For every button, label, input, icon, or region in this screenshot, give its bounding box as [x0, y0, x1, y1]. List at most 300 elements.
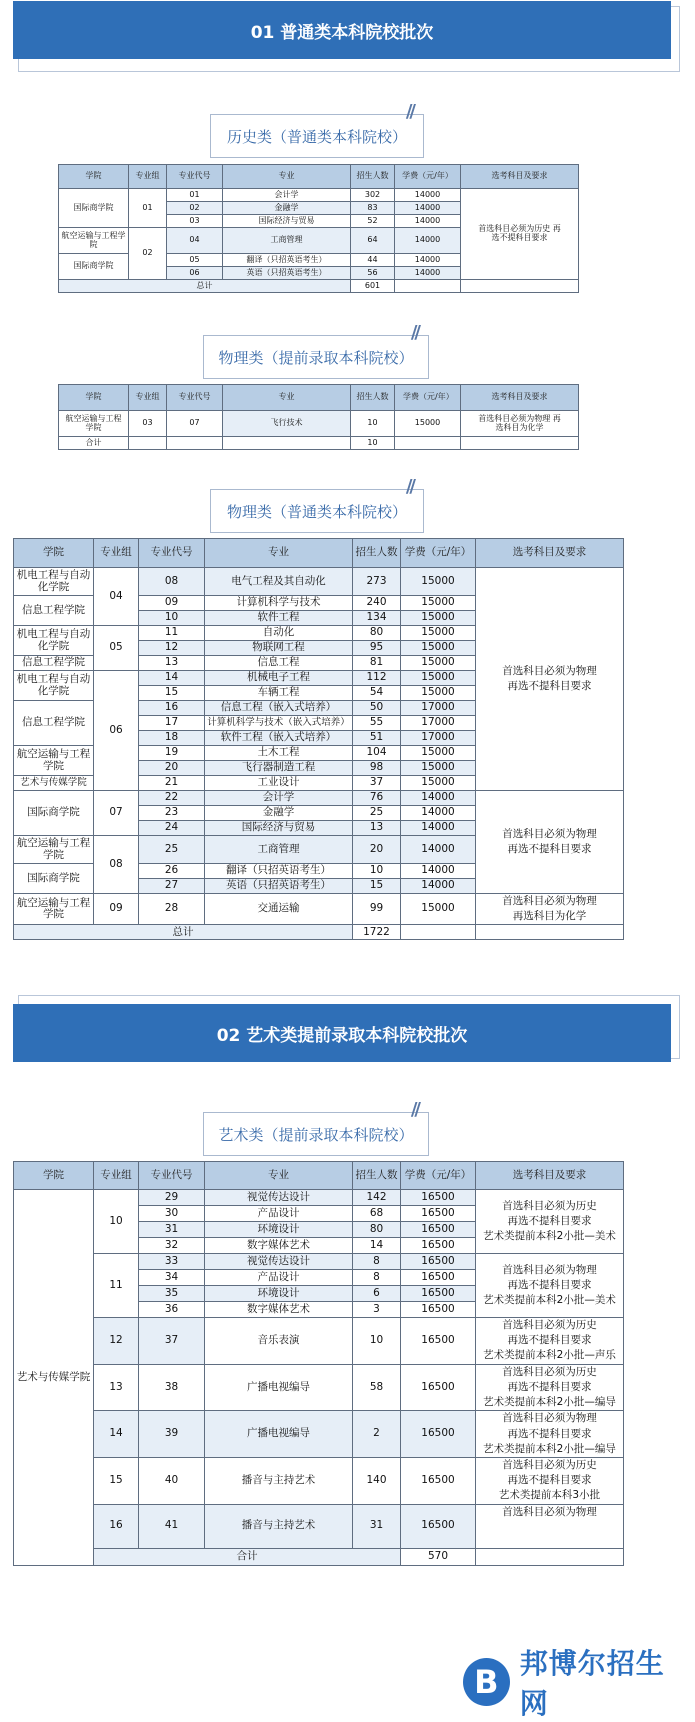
code-cell: 29: [139, 1190, 205, 1206]
requirement-cell: 首选科目必须为物理 再选科目为化学: [461, 411, 579, 437]
code-cell: 06: [167, 267, 223, 280]
code-cell: 07: [167, 411, 223, 437]
major-cell: 广播电视编导: [205, 1411, 353, 1458]
requirement-line: 首选科目必须为历史: [502, 1458, 597, 1471]
requirement-line: 艺术类提前本科3小批: [498, 1489, 601, 1502]
group-cell: 12: [94, 1318, 139, 1365]
count-cell: 80: [353, 1222, 401, 1238]
total-row: [14, 1548, 624, 1565]
group-cell: 08: [94, 836, 139, 894]
table-row: [14, 1190, 624, 1206]
requirement-cell: [476, 1254, 624, 1318]
major-cell: 物联网工程: [205, 641, 353, 656]
total-label: 合计: [59, 437, 129, 450]
table-row: [14, 1318, 624, 1365]
code-cell: 35: [139, 1286, 205, 1302]
requirement-cell: 首选科目必须为历史 再选不提科目要求: [461, 189, 579, 280]
code-cell: 17: [139, 716, 205, 731]
fee-cell: 16500: [401, 1364, 476, 1411]
header-college: 学院: [59, 385, 129, 411]
fee-cell: 15000: [401, 761, 476, 776]
major-cell: 国际经济与贸易: [205, 821, 353, 836]
requirement-line: 首选科目必须为历史: [502, 1365, 597, 1378]
fee-cell: 14000: [395, 215, 461, 228]
major-cell: 视觉传达设计: [205, 1190, 353, 1206]
code-cell: 28: [139, 894, 205, 925]
category-physics-normal-label: 物理类（普通类本科院校）: [226, 502, 407, 521]
total-label: 总计: [59, 280, 351, 293]
major-cell: 工业设计: [205, 776, 353, 791]
group-cell: 09: [94, 894, 139, 925]
table-physics-early: [58, 384, 579, 450]
fee-cell: 16500: [401, 1206, 476, 1222]
count-cell: 13: [353, 821, 401, 836]
header-requirement: 选考科目及要求: [461, 385, 579, 411]
table-row: [14, 1457, 624, 1504]
count-cell: 83: [351, 202, 395, 215]
group-cell: 01: [129, 189, 167, 228]
requirement-line: 首选科目必须为物理: [502, 1263, 597, 1276]
major-cell: 英语（只招英语考生）: [205, 879, 353, 894]
count-cell: 142: [353, 1190, 401, 1206]
fee-cell: 14000: [401, 821, 476, 836]
count-cell: 25: [353, 806, 401, 821]
count-cell: 112: [353, 671, 401, 686]
brand-name: 邦博尔招生网: [519, 1647, 665, 1720]
college-cell: 艺术与传媒学院: [14, 776, 94, 791]
major-cell: 翻译（只招英语考生）: [223, 254, 351, 267]
slash-deco-icon: //: [410, 1099, 418, 1120]
major-cell: 音乐表演: [205, 1318, 353, 1365]
fee-cell: 16500: [401, 1411, 476, 1458]
requirement-cell: 首选科目必须为物理 再选不提科目要求: [476, 568, 624, 791]
code-cell: 21: [139, 776, 205, 791]
college-cell: 信息工程学院: [14, 656, 94, 671]
code-cell: 41: [139, 1504, 205, 1548]
count-cell: 80: [353, 626, 401, 641]
requirement-cell: [476, 1457, 624, 1504]
table-row: [14, 1504, 624, 1548]
fee-cell: 16500: [401, 1270, 476, 1286]
count-cell: 140: [353, 1457, 401, 1504]
table-row: [14, 1254, 624, 1270]
count-cell: 37: [353, 776, 401, 791]
header-major: 专业: [205, 539, 353, 568]
major-cell: 播音与主持艺术: [205, 1504, 353, 1548]
table-art: [13, 1161, 624, 1566]
table-row: [14, 1364, 624, 1411]
fee-cell: 17000: [401, 731, 476, 746]
count-cell: 10: [353, 864, 401, 879]
code-cell: 10: [139, 611, 205, 626]
fee-cell: 15000: [401, 596, 476, 611]
major-cell: 数字媒体艺术: [205, 1302, 353, 1318]
count-cell: 8: [353, 1254, 401, 1270]
requirement-line: 艺术类提前本科2小批—编导: [483, 1396, 616, 1409]
code-cell: 27: [139, 879, 205, 894]
code-cell: 18: [139, 731, 205, 746]
major-cell: 信息工程: [205, 656, 353, 671]
major-cell: 车辆工程: [205, 686, 353, 701]
count-cell: 8: [353, 1270, 401, 1286]
requirement-line: 再选不提科目要求: [507, 1278, 592, 1291]
total-label: 总计: [14, 925, 353, 940]
requirement-line: 再选不提科目要求: [507, 1380, 592, 1393]
total-value: 570: [401, 1548, 476, 1565]
fee-cell: 16500: [401, 1302, 476, 1318]
count-cell: 10: [353, 1318, 401, 1365]
requirement-cell: [476, 1318, 624, 1365]
header-college: 学院: [59, 165, 129, 189]
header-requirement: 选考科目及要求: [476, 1162, 624, 1190]
fee-cell: 15000: [401, 686, 476, 701]
count-cell: 134: [353, 611, 401, 626]
count-cell: 240: [353, 596, 401, 611]
header-fee: 学费（元/年）: [401, 539, 476, 568]
fee-cell: 16500: [401, 1318, 476, 1365]
count-cell: 52: [351, 215, 395, 228]
code-cell: 38: [139, 1364, 205, 1411]
section-title-01: 01 普通类本科院校批次: [13, 1, 671, 59]
college-cell: 机电工程与自动化学院: [14, 568, 94, 596]
code-cell: 39: [139, 1411, 205, 1458]
requirement-cell: [476, 1364, 624, 1411]
code-cell: 02: [167, 202, 223, 215]
major-cell: 金融学: [205, 806, 353, 821]
count-cell: 98: [353, 761, 401, 776]
category-art-label: 艺术类（提前录取本科院校）: [218, 1125, 414, 1144]
fee-cell: 15000: [401, 656, 476, 671]
header-requirement: 选考科目及要求: [476, 539, 624, 568]
code-cell: 03: [167, 215, 223, 228]
fee-cell: 14000: [395, 189, 461, 202]
code-cell: 25: [139, 836, 205, 864]
major-cell: 会计学: [223, 189, 351, 202]
code-cell: 33: [139, 1254, 205, 1270]
major-cell: 电气工程及其自动化: [205, 568, 353, 596]
code-cell: 05: [167, 254, 223, 267]
code-cell: 11: [139, 626, 205, 641]
fee-cell: 15000: [401, 641, 476, 656]
group-cell: 16: [94, 1504, 139, 1548]
major-cell: 信息工程（嵌入式培养）: [205, 701, 353, 716]
slash-deco-icon: //: [410, 322, 418, 343]
header-count: 招生人数: [351, 165, 395, 189]
code-cell: 09: [139, 596, 205, 611]
major-cell: 计算机科学与技术（嵌入式培养）: [205, 716, 353, 731]
major-cell: 会计学: [205, 791, 353, 806]
fee-cell: 16500: [401, 1254, 476, 1270]
section-title-02: 02 艺术类提前录取本科院校批次: [13, 1004, 671, 1062]
count-cell: 44: [351, 254, 395, 267]
count-cell: 56: [351, 267, 395, 280]
code-cell: 19: [139, 746, 205, 761]
fee-cell: 16500: [401, 1190, 476, 1206]
major-cell: 英语（只招英语考生）: [223, 267, 351, 280]
major-cell: 交通运输: [205, 894, 353, 925]
major-cell: 飞行技术: [223, 411, 351, 437]
fee-cell: 15000: [401, 894, 476, 925]
code-cell: 08: [139, 568, 205, 596]
header-count: 招生人数: [353, 539, 401, 568]
major-cell: 工商管理: [223, 228, 351, 254]
total-value: 1722: [353, 925, 401, 940]
college-cell: 信息工程学院: [14, 596, 94, 626]
code-cell: 16: [139, 701, 205, 716]
count-cell: 54: [353, 686, 401, 701]
college-cell: 航空运输与工程学院: [14, 836, 94, 864]
requirement-line: 再选不提科目要求: [507, 1427, 592, 1440]
college-cell: 航空运输与工程学院: [14, 746, 94, 776]
requirement-line: 首选科目必须为物理: [502, 1412, 597, 1425]
major-cell: 广播电视编导: [205, 1364, 353, 1411]
major-cell: 飞行器制造工程: [205, 761, 353, 776]
code-cell: 26: [139, 864, 205, 879]
code-cell: 22: [139, 791, 205, 806]
major-cell: 数字媒体艺术: [205, 1238, 353, 1254]
header-code: 专业代号: [167, 165, 223, 189]
group-cell: 04: [94, 568, 139, 626]
code-cell: 23: [139, 806, 205, 821]
requirement-cell: [476, 1504, 624, 1548]
watermark: [457, 1647, 689, 1720]
fee-cell: 16500: [401, 1222, 476, 1238]
group-cell: 05: [94, 626, 139, 671]
fee-cell: 15000: [401, 626, 476, 641]
header-requirement: 选考科目及要求: [461, 165, 579, 189]
group-cell: 02: [129, 228, 167, 280]
category-history: [210, 101, 424, 158]
requirement-line: 再选不提科目要求: [507, 1474, 592, 1487]
college-cell: 航空运输与工程学院: [14, 894, 94, 925]
count-cell: 51: [353, 731, 401, 746]
major-cell: 环境设计: [205, 1222, 353, 1238]
count-cell: 20: [353, 836, 401, 864]
header-fee: 学费（元/年）: [401, 1162, 476, 1190]
requirement-line: 艺术类提前本科2小批—美术: [483, 1294, 616, 1307]
major-cell: 计算机科学与技术: [205, 596, 353, 611]
group-cell: 06: [94, 671, 139, 791]
code-cell: 31: [139, 1222, 205, 1238]
section-banner-01: [18, 6, 680, 72]
fee-cell: 14000: [401, 791, 476, 806]
count-cell: 68: [353, 1206, 401, 1222]
group-cell: 10: [94, 1190, 139, 1254]
category-physics-early-label: 物理类（提前录取本科院校）: [218, 348, 414, 367]
code-cell: 32: [139, 1238, 205, 1254]
slash-deco-icon: //: [405, 476, 413, 497]
table-row: [14, 568, 624, 596]
header-code: 专业代号: [167, 385, 223, 411]
total-value: 10: [351, 437, 395, 450]
code-cell: 15: [139, 686, 205, 701]
count-cell: 99: [353, 894, 401, 925]
header-group: 专业组: [94, 539, 139, 568]
requirement-line: 首选科目必须为历史: [502, 1319, 597, 1331]
count-cell: 6: [353, 1286, 401, 1302]
category-history-label: 历史类（普通类本科院校）: [226, 127, 407, 146]
code-cell: 36: [139, 1302, 205, 1318]
fee-cell: 14000: [401, 806, 476, 821]
count-cell: 104: [353, 746, 401, 761]
requirement-cell: 首选科目必须为物理 再选不提科目要求: [476, 791, 624, 894]
code-cell: 30: [139, 1206, 205, 1222]
fee-cell: 17000: [401, 716, 476, 731]
fee-cell: 15000: [401, 671, 476, 686]
fee-cell: 16500: [401, 1504, 476, 1548]
header-group: 专业组: [129, 165, 167, 189]
count-cell: 14: [353, 1238, 401, 1254]
fee-cell: 17000: [401, 701, 476, 716]
major-cell: 工商管理: [205, 836, 353, 864]
major-cell: 播音与主持艺术: [205, 1457, 353, 1504]
header-code: 专业代号: [139, 1162, 205, 1190]
major-cell: 土木工程: [205, 746, 353, 761]
requirement-line: 首选科目必须为物理: [502, 1505, 597, 1518]
section-banner-02: [18, 995, 680, 1059]
count-cell: 64: [351, 228, 395, 254]
count-cell: 50: [353, 701, 401, 716]
code-cell: 13: [139, 656, 205, 671]
requirement-cell: 首选科目必须为物理 再选科目为化学: [476, 894, 624, 925]
code-cell: 12: [139, 641, 205, 656]
fee-cell: 14000: [401, 864, 476, 879]
fee-cell: 16500: [401, 1238, 476, 1254]
major-cell: 自动化: [205, 626, 353, 641]
fee-cell: 14000: [395, 228, 461, 254]
requirement-cell: [476, 1190, 624, 1254]
college-cell: 国际商学院: [59, 254, 129, 280]
table-row: [14, 1411, 624, 1458]
fee-cell: 15000: [401, 611, 476, 626]
header-major: 专业: [223, 165, 351, 189]
header-college: 学院: [14, 1162, 94, 1190]
major-cell: 软件工程（嵌入式培养）: [205, 731, 353, 746]
college-cell: 机电工程与自动化学院: [14, 626, 94, 656]
fee-cell: 15000: [401, 776, 476, 791]
fee-cell: 14000: [401, 879, 476, 894]
college-cell: 国际商学院: [14, 864, 94, 894]
code-cell: 20: [139, 761, 205, 776]
college-cell: 航空运输与工程学院: [59, 411, 129, 437]
total-row: [59, 280, 579, 293]
group-cell: 15: [94, 1457, 139, 1504]
fee-cell: 15000: [395, 411, 461, 437]
code-cell: 40: [139, 1457, 205, 1504]
fee-cell: 14000: [401, 836, 476, 864]
slash-deco-icon: //: [405, 101, 413, 122]
count-cell: 15: [353, 879, 401, 894]
header-code: 专业代号: [139, 539, 205, 568]
code-cell: 37: [139, 1318, 205, 1365]
requirement-line: 艺术类提前本科2小批—美术: [483, 1230, 616, 1243]
code-cell: 34: [139, 1270, 205, 1286]
fee-cell: 15000: [401, 568, 476, 596]
count-cell: 2: [353, 1411, 401, 1458]
table-row: [14, 894, 624, 925]
fee-cell: 14000: [395, 202, 461, 215]
count-cell: 273: [353, 568, 401, 596]
major-cell: 视觉传达设计: [205, 1254, 353, 1270]
requirement-cell: [476, 1411, 624, 1458]
count-cell: 81: [353, 656, 401, 671]
count-cell: 76: [353, 791, 401, 806]
college-cell: 国际商学院: [14, 791, 94, 836]
college-cell: 国际商学院: [59, 189, 129, 228]
college-cell: 机电工程与自动化学院: [14, 671, 94, 701]
count-cell: 3: [353, 1302, 401, 1318]
major-cell: 产品设计: [205, 1270, 353, 1286]
header-count: 招生人数: [351, 385, 395, 411]
major-cell: 机械电子工程: [205, 671, 353, 686]
fee-cell: 14000: [395, 254, 461, 267]
requirement-line: 艺术类提前本科2小批—声乐: [483, 1349, 616, 1362]
header-major: 专业: [223, 385, 351, 411]
count-cell: 10: [351, 411, 395, 437]
total-label: 合计: [94, 1548, 401, 1565]
major-cell: 翻译（只招英语考生）: [205, 864, 353, 879]
group-cell: 07: [94, 791, 139, 836]
group-cell: 14: [94, 1411, 139, 1458]
table-row: [59, 411, 579, 437]
header-count: 招生人数: [353, 1162, 401, 1190]
major-cell: 国际经济与贸易: [223, 215, 351, 228]
category-art: [203, 1099, 429, 1156]
major-cell: 产品设计: [205, 1206, 353, 1222]
requirement-line: 首选科目必须为历史: [502, 1199, 597, 1212]
header-fee: 学费（元/年）: [395, 165, 461, 189]
count-cell: 55: [353, 716, 401, 731]
header-major: 专业: [205, 1162, 353, 1190]
category-physics-early: [203, 322, 429, 379]
major-cell: 金融学: [223, 202, 351, 215]
header-college: 学院: [14, 539, 94, 568]
header-group: 专业组: [129, 385, 167, 411]
code-cell: 04: [167, 228, 223, 254]
count-cell: 95: [353, 641, 401, 656]
major-cell: 软件工程: [205, 611, 353, 626]
college-cell: 航空运输与工程学院: [59, 228, 129, 254]
total-row: [14, 925, 624, 940]
header-group: 专业组: [94, 1162, 139, 1190]
requirement-line: 再选不提科目要求: [507, 1334, 592, 1347]
count-cell: 31: [353, 1504, 401, 1548]
table-row: [59, 189, 579, 202]
major-cell: 环境设计: [205, 1286, 353, 1302]
requirement-line: 艺术类提前本科2小批—编导: [483, 1442, 616, 1455]
fee-cell: 16500: [401, 1286, 476, 1302]
table-history: [58, 164, 579, 293]
category-physics-normal: [210, 476, 424, 533]
group-cell: 11: [94, 1254, 139, 1318]
table-physics-normal: [13, 538, 624, 940]
total-row: [59, 437, 579, 450]
college-cell: 艺术与传媒学院: [14, 1190, 94, 1566]
count-cell: 302: [351, 189, 395, 202]
fee-cell: 15000: [401, 746, 476, 761]
group-cell: 13: [94, 1364, 139, 1411]
college-cell: 信息工程学院: [14, 701, 94, 746]
total-value: 601: [351, 280, 395, 293]
group-cell: 03: [129, 411, 167, 437]
fee-cell: 16500: [401, 1457, 476, 1504]
requirement-line: 再选不提科目要求: [507, 1214, 592, 1227]
fee-cell: 14000: [395, 267, 461, 280]
code-cell: 01: [167, 189, 223, 202]
header-fee: 学费（元/年）: [395, 385, 461, 411]
brand-logo-icon: B: [463, 1658, 510, 1706]
count-cell: 58: [353, 1364, 401, 1411]
